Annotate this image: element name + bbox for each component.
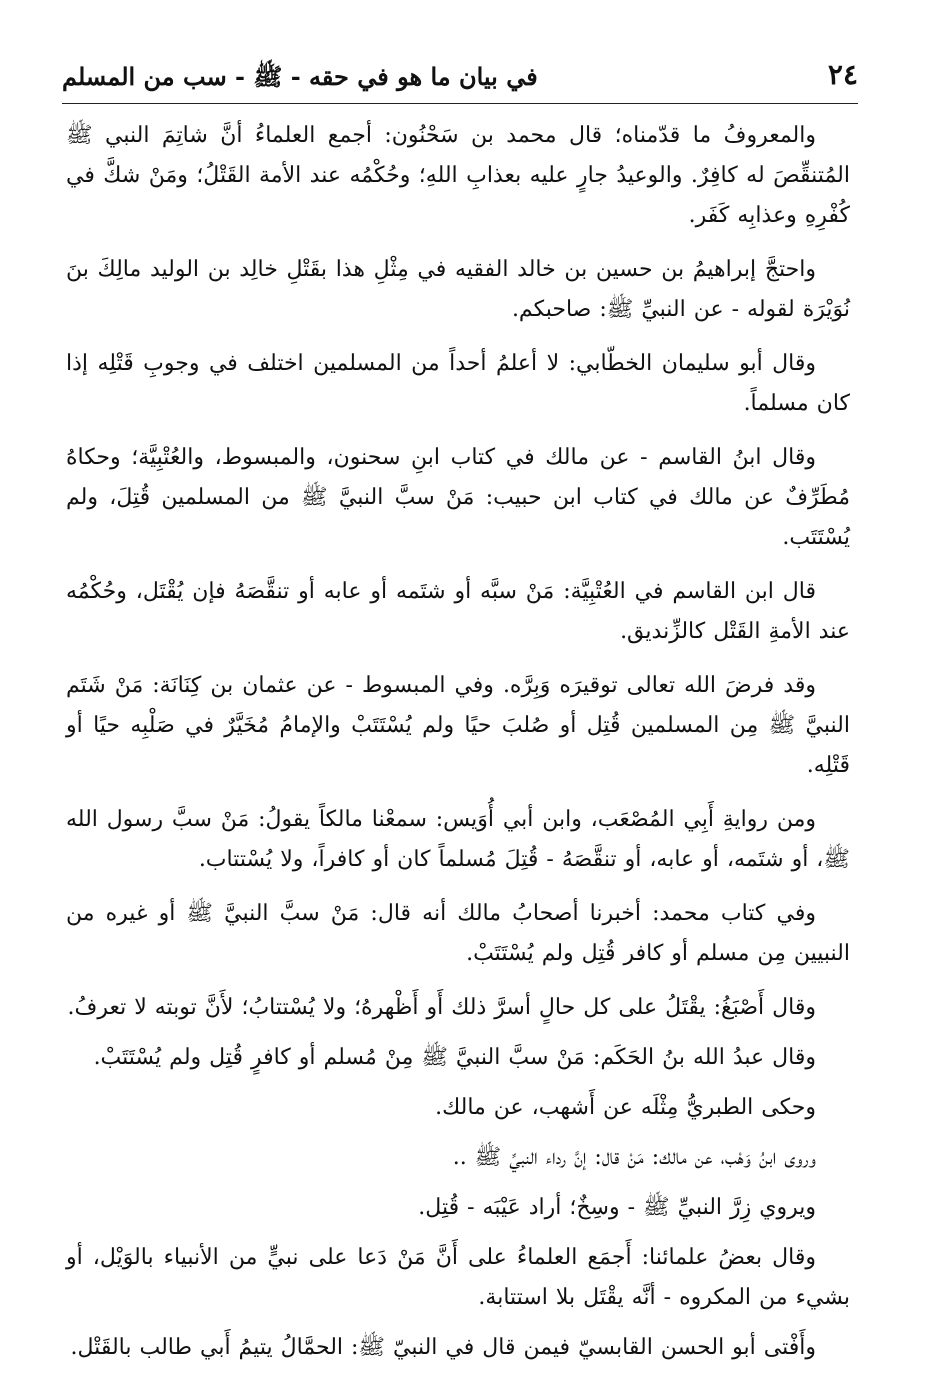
paragraph: وقال ابنُ القاسم - عن مالك في كتاب ابنِ سحنون، والمبسوط، والعُتْبِيَّة؛ وحكاهُ مُطَرِّفٌ عن مالك في كتاب ابن حبيب: مَنْ سبَّ النبيَّ ﷺ من المسلمين قُتِلَ، ولم يُسْتَتَب. — [66, 445, 850, 550]
paragraph: واحتجَّ إبراهيمُ بن حسين بن خالد الفقيه في مِثْلِ هذا بقَتْلِ خالِد بن الوليد مالِكَ بنَ نُوَيْرَة لقوله - عن النبيِّ ﷺ: صاحبكم. — [66, 257, 850, 322]
paragraph: وروى ابنُ وَهْب، عن مالك: مَنْ قال: إنَّ رداء النبيِّ ﷺ .. — [452, 1145, 816, 1170]
paragraph: وحكى الطبريُّ مِثْلَه عن أَشهب، عن مالك. — [435, 1095, 816, 1120]
paragraph: وقد فرضَ الله تعالى توقيرَه وَبِرَّه. وفي المبسوط - عن عثمان بن كِنَانَة: مَنْ شَتَم النبيَّ ﷺ مِن المسلمين قُتِل أو صُلبَ حيًا ولم يُسْتَتَبْ والإمامُ مُخَيَّرٌ في صَلْبِه حيًا أو قَتْلِه. — [66, 673, 850, 778]
running-title: في بيان ما هو في حقه - ﷺ - سب من المسلم — [62, 62, 538, 91]
paragraph: والمعروفُ ما قدّمناه؛ قال محمد بن سَحْنُون: أجمع العلماءُ أنَّ شاتِمَ النبي ﷺ المُتنقِّصَ له كافِرٌ. والوعيدُ جارٍ عليه بعذابِ اللهِ؛ وحُكْمُه عند الأمة القَتْلُ؛ ومَنْ شكَّ في كُفْرِهِ وعذابِه كَفَر. — [66, 123, 850, 228]
paragraph: وقال أَصْبَغُ: يقْتَلُ على كل حالٍ أسرَّ ذلك أَو أَظْهرهُ؛ ولا يُسْتتابُ؛ لأَنَّ توبته لا تعرفُ. — [67, 995, 816, 1020]
paragraph: ومن روايةِ أَبِي المُصْعَب، وابن أبي أُوَيس: سمعْنا مالكاً يقولُ: مَنْ سبَّ رسول الله ﷺ، أو شتَمه، أو عابه، أو تنقَّصَهُ - قُتِلَ مُسلماً كان أو كافراً، ولا يُسْتتاب. — [66, 807, 850, 872]
page-number: ٢٤ — [827, 58, 858, 91]
paragraph: وقال عبدُ الله بنُ الحَكَم: مَنْ سبَّ النبيَّ ﷺ مِنْ مُسلم أو كافرٍ قُتِل ولم يُسْتَتَبْ. — [93, 1045, 816, 1070]
paragraph: وأَفْتى أبو الحسن القابسيّ فيمن قال في النبيّ ﷺ: الحمَّالُ يتيمُ أَبي طالب بالقَتْل. — [70, 1335, 816, 1360]
paragraph: قال ابن القاسم في العُتْبِيَّة: مَنْ سبَّه أو شتَمه أو عابه أو تنقَّصَهُ فإن يُقْتَل، وحُكْمُه عند الأمةِ القَتْل كالزِّنديق. — [66, 579, 850, 644]
paragraph: ويروي زِرَّ النبيِّ ﷺ - وسِخٌ؛ أراد عَيْبَه - قُتِل. — [418, 1195, 816, 1220]
running-header — [62, 52, 858, 104]
header-divider — [62, 103, 858, 104]
paragraph: وفي كتاب محمد: أخبرنا أصحابُ مالك أنه قال: مَنْ سبَّ النبيَّ ﷺ أو غيره من النبيين مِن مسلم أو كافر قُتِل ولم يُسْتَتَبْ. — [66, 901, 850, 966]
paragraph: وقال بعضُ علمائنا: أَجمَع العلماءُ على أَنَّ مَنْ دَعا على نبيٍّ من الأنبياء بالوَيْل، أو بشيء من المكروه - أنَّه يقْتَل بلا استتابة. — [66, 1245, 850, 1310]
main-text — [66, 116, 850, 1378]
paragraph: وقال أبو سليمان الخطّابي: لا أعلمُ أحداً من المسلمين اختلف في وجوبِ قَتْلِه إذا كان مسلماً. — [66, 351, 850, 416]
